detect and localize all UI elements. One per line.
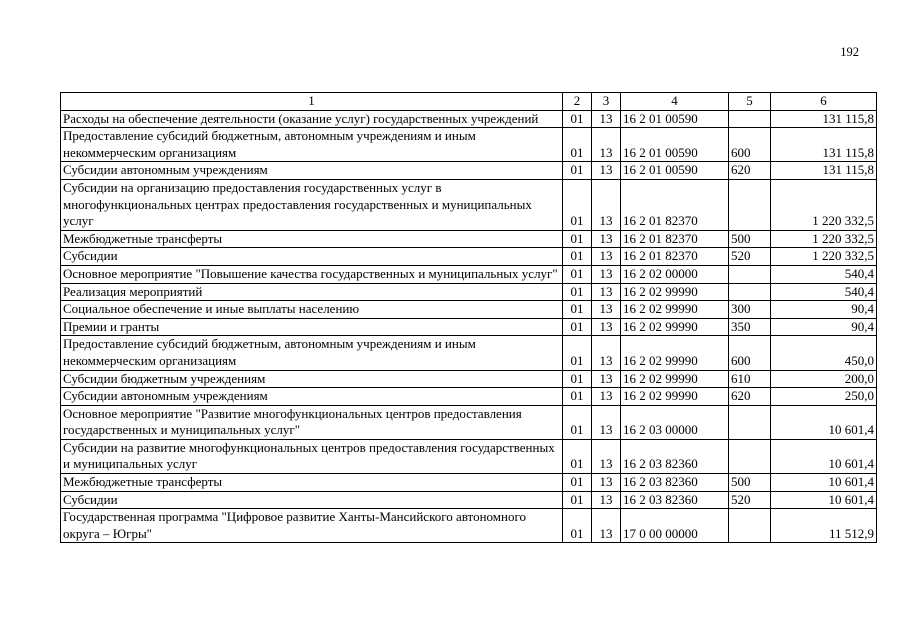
- row-target-article-cell: 16 2 02 99990: [621, 370, 729, 388]
- header-col-2: 2: [563, 93, 592, 111]
- row-section-cell: 01: [563, 162, 592, 180]
- row-expense-type-cell: 620: [729, 388, 771, 406]
- row-section-cell: 01: [563, 388, 592, 406]
- row-section-cell: 01: [563, 110, 592, 128]
- header-col-3: 3: [592, 93, 621, 111]
- table-row: [61, 301, 877, 319]
- table-row: [61, 283, 877, 301]
- row-amount-cell: 10 601,4: [771, 474, 877, 492]
- table-row: [61, 230, 877, 248]
- row-section-cell: 01: [563, 370, 592, 388]
- row-name-cell: Субсидии на организацию предоставления государственных услуг в многофункциональных центрах предоставления государственных и муниципальных услуг: [61, 179, 563, 230]
- row-section-cell: 01: [563, 179, 592, 230]
- row-amount-cell: 131 115,8: [771, 110, 877, 128]
- row-expense-type-cell: [729, 509, 771, 543]
- header-col-5: 5: [729, 93, 771, 111]
- row-subsection-cell: 13: [592, 388, 621, 406]
- row-amount-cell: 250,0: [771, 388, 877, 406]
- row-name-cell: Субсидии: [61, 491, 563, 509]
- table-row: [61, 439, 877, 473]
- row-target-article-cell: 16 2 01 82370: [621, 248, 729, 266]
- row-name-cell: Социальное обеспечение и иные выплаты населению: [61, 301, 563, 319]
- page-number: 192: [840, 45, 859, 59]
- row-subsection-cell: 13: [592, 110, 621, 128]
- row-name-cell: Государственная программа "Цифровое развитие Ханты-Мансийского автономного округа – Югры": [61, 509, 563, 543]
- row-amount-cell: 11 512,9: [771, 509, 877, 543]
- row-amount-cell: 90,4: [771, 301, 877, 319]
- row-target-article-cell: 16 2 01 82370: [621, 179, 729, 230]
- table-row: [61, 491, 877, 509]
- row-section-cell: 01: [563, 301, 592, 319]
- row-expense-type-cell: [729, 110, 771, 128]
- header-col-6: 6: [771, 93, 877, 111]
- row-name-cell: Субсидии автономным учреждениям: [61, 162, 563, 180]
- row-section-cell: 01: [563, 283, 592, 301]
- row-expense-type-cell: 610: [729, 370, 771, 388]
- row-subsection-cell: 13: [592, 509, 621, 543]
- row-name-cell: Предоставление субсидий бюджетным, автономным учреждениям и иным некоммерческим организациям: [61, 128, 563, 162]
- row-name-cell: Межбюджетные трансферты: [61, 230, 563, 248]
- row-subsection-cell: 13: [592, 265, 621, 283]
- row-expense-type-cell: [729, 283, 771, 301]
- row-subsection-cell: 13: [592, 318, 621, 336]
- row-name-cell: Субсидии бюджетным учреждениям: [61, 370, 563, 388]
- row-expense-type-cell: [729, 439, 771, 473]
- row-expense-type-cell: 500: [729, 474, 771, 492]
- row-name-cell: Реализация мероприятий: [61, 283, 563, 301]
- budget-table: [60, 92, 877, 543]
- row-subsection-cell: 13: [592, 179, 621, 230]
- row-amount-cell: 1 220 332,5: [771, 179, 877, 230]
- table-row: [61, 128, 877, 162]
- row-expense-type-cell: 600: [729, 128, 771, 162]
- row-amount-cell: 10 601,4: [771, 491, 877, 509]
- row-name-cell: Основное мероприятие "Развитие многофункциональных центров предоставления государственных и муниципальных услуг": [61, 405, 563, 439]
- row-name-cell: Субсидии: [61, 248, 563, 266]
- row-target-article-cell: 16 2 01 00590: [621, 110, 729, 128]
- row-target-article-cell: 16 2 01 82370: [621, 230, 729, 248]
- row-subsection-cell: 13: [592, 439, 621, 473]
- row-section-cell: 01: [563, 405, 592, 439]
- table-row: [61, 162, 877, 180]
- row-subsection-cell: 13: [592, 405, 621, 439]
- row-expense-type-cell: 300: [729, 301, 771, 319]
- row-section-cell: 01: [563, 509, 592, 543]
- row-section-cell: 01: [563, 474, 592, 492]
- row-amount-cell: 1 220 332,5: [771, 230, 877, 248]
- table-row: [61, 110, 877, 128]
- row-target-article-cell: 16 2 02 99990: [621, 318, 729, 336]
- row-target-article-cell: 16 2 01 00590: [621, 162, 729, 180]
- row-subsection-cell: 13: [592, 301, 621, 319]
- row-subsection-cell: 13: [592, 370, 621, 388]
- row-target-article-cell: 16 2 02 99990: [621, 301, 729, 319]
- row-subsection-cell: 13: [592, 474, 621, 492]
- table-row: [61, 370, 877, 388]
- row-name-cell: Межбюджетные трансферты: [61, 474, 563, 492]
- row-name-cell: Основное мероприятие "Повышение качества государственных и муниципальных услуг": [61, 265, 563, 283]
- row-amount-cell: 131 115,8: [771, 128, 877, 162]
- row-expense-type-cell: 500: [729, 230, 771, 248]
- row-expense-type-cell: [729, 265, 771, 283]
- row-subsection-cell: 13: [592, 336, 621, 370]
- row-section-cell: 01: [563, 336, 592, 370]
- row-subsection-cell: 13: [592, 283, 621, 301]
- table-row: [61, 318, 877, 336]
- row-target-article-cell: 16 2 02 99990: [621, 388, 729, 406]
- row-amount-cell: 200,0: [771, 370, 877, 388]
- row-expense-type-cell: 350: [729, 318, 771, 336]
- table-row: [61, 336, 877, 370]
- row-amount-cell: 540,4: [771, 283, 877, 301]
- row-amount-cell: 131 115,8: [771, 162, 877, 180]
- row-name-cell: Субсидии автономным учреждениям: [61, 388, 563, 406]
- row-subsection-cell: 13: [592, 230, 621, 248]
- row-amount-cell: 540,4: [771, 265, 877, 283]
- header-row: [61, 93, 877, 111]
- row-amount-cell: 450,0: [771, 336, 877, 370]
- row-section-cell: 01: [563, 318, 592, 336]
- row-section-cell: 01: [563, 265, 592, 283]
- table-row: [61, 474, 877, 492]
- row-target-article-cell: 16 2 02 99990: [621, 283, 729, 301]
- row-target-article-cell: 16 2 02 99990: [621, 336, 729, 370]
- table-row: [61, 265, 877, 283]
- header-col-1: 1: [61, 93, 563, 111]
- row-target-article-cell: 17 0 00 00000: [621, 509, 729, 543]
- row-section-cell: 01: [563, 491, 592, 509]
- row-target-article-cell: 16 2 03 82360: [621, 491, 729, 509]
- row-amount-cell: 1 220 332,5: [771, 248, 877, 266]
- table-row: [61, 248, 877, 266]
- row-target-article-cell: 16 2 01 00590: [621, 128, 729, 162]
- row-expense-type-cell: [729, 405, 771, 439]
- row-section-cell: 01: [563, 439, 592, 473]
- row-name-cell: Расходы на обеспечение деятельности (оказание услуг) государственных учреждений: [61, 110, 563, 128]
- row-section-cell: 01: [563, 230, 592, 248]
- row-amount-cell: 10 601,4: [771, 405, 877, 439]
- row-name-cell: Субсидии на развитие многофункциональных центров предоставления государственных и муниципальных услуг: [61, 439, 563, 473]
- row-expense-type-cell: 520: [729, 491, 771, 509]
- row-subsection-cell: 13: [592, 248, 621, 266]
- row-expense-type-cell: 600: [729, 336, 771, 370]
- row-subsection-cell: 13: [592, 162, 621, 180]
- table-row: [61, 405, 877, 439]
- row-amount-cell: 10 601,4: [771, 439, 877, 473]
- row-name-cell: Предоставление субсидий бюджетным, автономным учреждениям и иным некоммерческим организациям: [61, 336, 563, 370]
- row-section-cell: 01: [563, 248, 592, 266]
- row-subsection-cell: 13: [592, 128, 621, 162]
- row-expense-type-cell: 620: [729, 162, 771, 180]
- table-row: [61, 388, 877, 406]
- table-body: [61, 110, 877, 543]
- row-subsection-cell: 13: [592, 491, 621, 509]
- row-section-cell: 01: [563, 128, 592, 162]
- row-amount-cell: 90,4: [771, 318, 877, 336]
- row-target-article-cell: 16 2 03 82360: [621, 439, 729, 473]
- table-row: [61, 179, 877, 230]
- row-target-article-cell: 16 2 02 00000: [621, 265, 729, 283]
- row-target-article-cell: 16 2 03 00000: [621, 405, 729, 439]
- row-expense-type-cell: [729, 179, 771, 230]
- header-col-4: 4: [621, 93, 729, 111]
- table-row: [61, 509, 877, 543]
- row-expense-type-cell: 520: [729, 248, 771, 266]
- row-target-article-cell: 16 2 03 82360: [621, 474, 729, 492]
- row-name-cell: Премии и гранты: [61, 318, 563, 336]
